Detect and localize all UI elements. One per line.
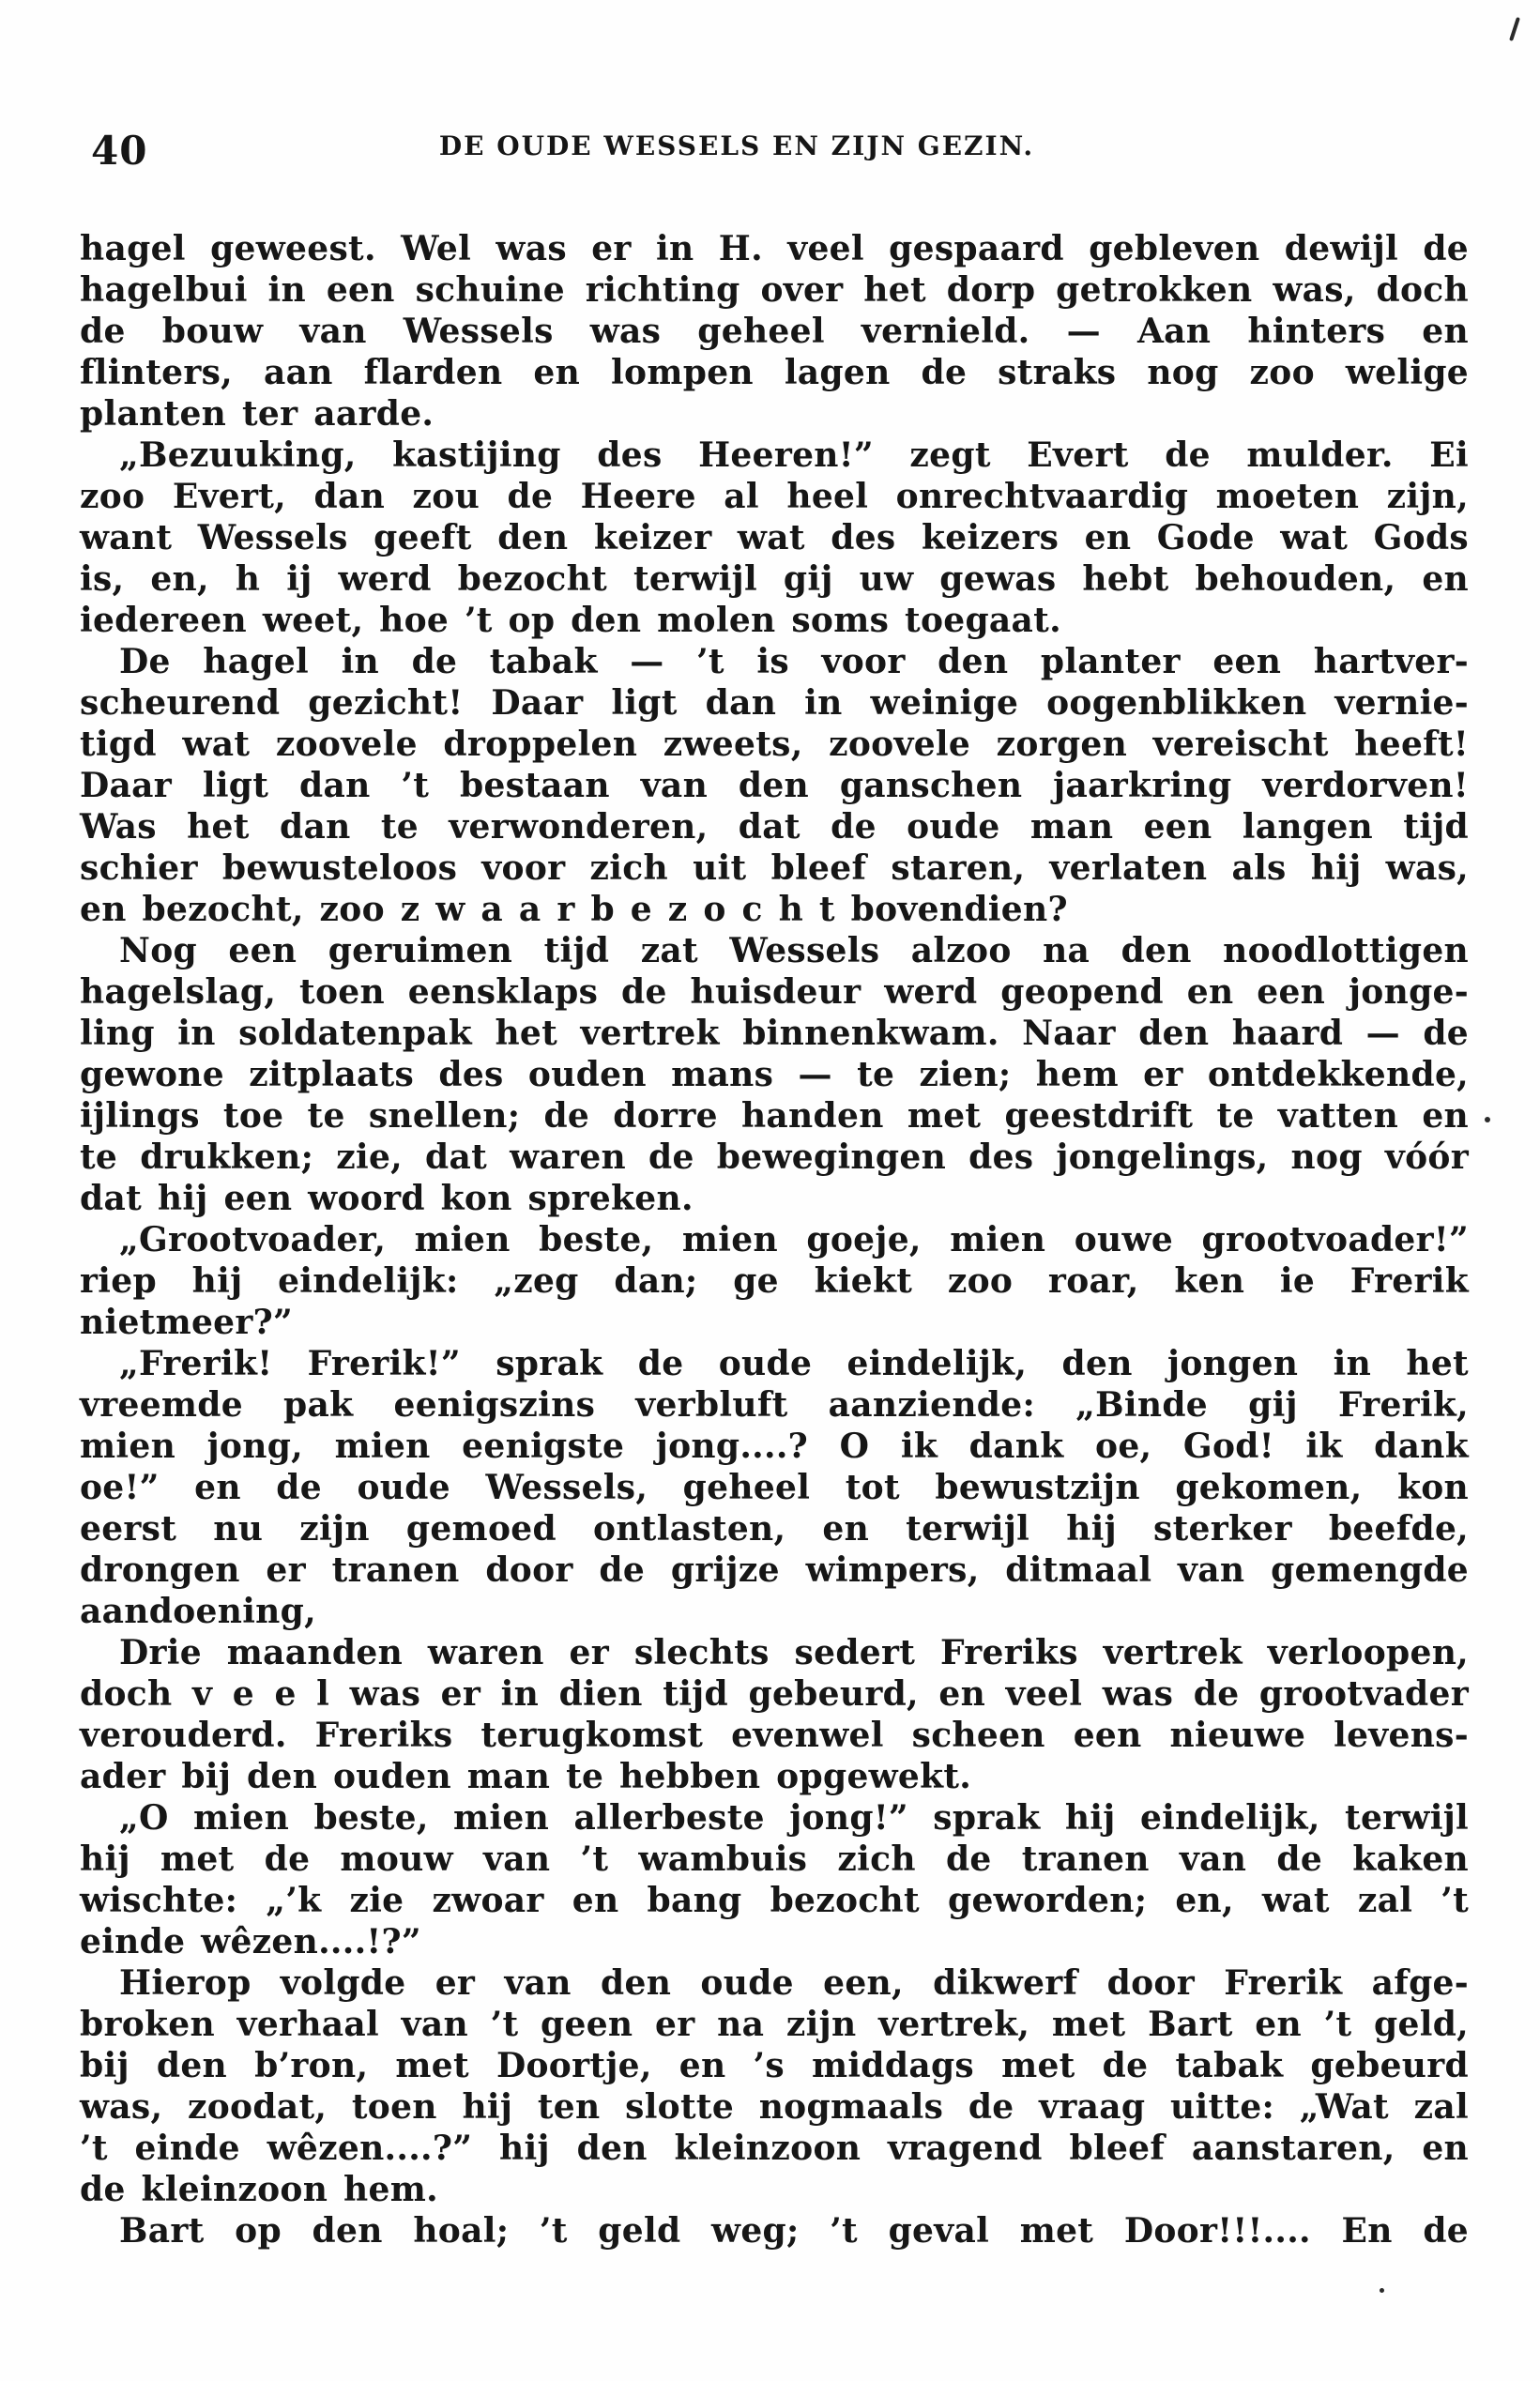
text-line: hagel geweest. Wel was er in H. veel gespaard gebleven dewijl de: [80, 229, 1469, 268]
text-line: einde wêzen....!?”: [80, 1922, 421, 1961]
text-line: broken verhaal van ’t geen er na zijn vertrek, met Bart en ’t geld,: [80, 2005, 1469, 2044]
text-line: Was het dan te verwonderen, dat de oude man een langen tijd: [80, 807, 1469, 847]
text-line: gewone zitplaats des ouden mans — te zien; hem er ontdekkende,: [80, 1055, 1469, 1094]
text-line: tigd wat zoovele droppelen zweets, zoovele zorgen vereischt heeft!: [80, 725, 1469, 764]
text-line: iedereen weet, hoe ’t op den molen soms toegaat.: [80, 601, 1061, 640]
running-title: DE OUDE WESSELS EN ZIJN GEZIN.: [438, 130, 1035, 161]
text-line: ader bij den ouden man te hebben opgewekt.: [80, 1757, 972, 1796]
text-line: Drie maanden waren er slechts sedert Freriks vertrek verloopen,: [119, 1633, 1469, 1672]
text-line: flinters, aan flarden en lompen lagen de straks nog zoo welige: [80, 353, 1469, 392]
text-line: „O mien beste, mien allerbeste jong!” sprak hij eindelijk, terwijl: [119, 1798, 1469, 1838]
text-line: riep hij eindelijk: „zeg dan; ge kiekt zoo roar, ken ie Frerik: [80, 1261, 1469, 1301]
text-line: dat hij een woord kon spreken.: [80, 1179, 694, 1218]
text-line: de kleinzoon hem.: [80, 2170, 438, 2209]
text-line: ling in soldatenpak het vertrek binnenkwam. Naar den haard — de: [80, 1014, 1469, 1053]
scan-speck: [1485, 1117, 1490, 1122]
paragraph: [80, 1343, 1469, 1632]
text-line: was, zoodat, toen hij ten slotte nogmaals de vraag uitte: „Wat zal: [80, 2087, 1469, 2127]
paragraph: [80, 1219, 1469, 1343]
scan-speck: [1380, 2288, 1384, 2293]
paragraph: [80, 1962, 1469, 2210]
text-line: schier bewusteloos voor zich uit bleef staren, verlaten als hij was,: [80, 848, 1469, 888]
text-line: „Grootvoader, mien beste, mien goeje, mien ouwe grootvoader!”: [119, 1220, 1469, 1259]
paragraph: [80, 1632, 1469, 1797]
text-line: ijlings toe te snellen; de dorre handen met geestdrift te vatten en: [80, 1096, 1469, 1136]
text-line: verouderd. Freriks terugkomst evenwel scheen een nieuwe levens-: [80, 1716, 1469, 1755]
text-line: de bouw van Wessels was geheel vernield. — Aan hinters en: [80, 312, 1469, 351]
paragraph: [80, 228, 1469, 435]
text-line: Bart op den hoal; ’t geld weg; ’t geval met Door!!!.... En de: [119, 2211, 1469, 2251]
text-line: doch v e e l was er in dien tijd gebeurd, en veel was de grootvader: [80, 1674, 1469, 1714]
text-line: oe!” en de oude Wessels, geheel tot bewustzijn gekomen, kon: [80, 1468, 1469, 1507]
text-line: drongen er tranen door de grijze wimpers, ditmaal van gemengde: [80, 1550, 1469, 1590]
text-line: zoo Evert, dan zou de Heere al heel onrechtvaardig moeten zijn,: [80, 477, 1469, 516]
text-line: te drukken; zie, dat waren de bewegingen des jongelings, nog vóór: [80, 1137, 1469, 1177]
text-line: is, en, h ij werd bezocht terwijl gij uw gewas hebt behouden, en: [80, 559, 1469, 599]
page-body: [80, 228, 1469, 2251]
paragraph: [80, 435, 1469, 641]
paragraph: [80, 641, 1469, 930]
text-line: en bezocht, zoo z w a a r b e z o c h t bovendien?: [80, 890, 1068, 929]
text-line: hij met de mouw van ’t wambuis zich de tranen van de kaken: [80, 1839, 1469, 1879]
paragraph: [80, 2210, 1469, 2251]
text-line: hagelbui in een schuine richting over het dorp getrokken was, doch: [80, 270, 1469, 310]
paragraph: [80, 930, 1469, 1219]
text-line: wischte: „’k zie zwoar en bang bezocht geworden; en, wat zal ’t: [80, 1881, 1469, 1920]
text-line: De hagel in de tabak — ’t is voor den planter een hartver-: [119, 642, 1469, 681]
text-line: mien jong, mien eenigste jong....? O ik dank oe, God! ik dank: [80, 1427, 1469, 1466]
text-line: eerst nu zijn gemoed ontlasten, en terwijl hij sterker beefde,: [80, 1509, 1469, 1549]
text-line: „Frerik! Frerik!” sprak de oude eindelijk, den jongen in het: [119, 1344, 1469, 1383]
text-line: aandoening,: [80, 1592, 316, 1631]
text-line: planten ter aarde.: [80, 394, 435, 434]
text-line: Nog een geruimen tijd zat Wessels alzoo na den noodlottigen: [119, 931, 1469, 970]
scan-speck: [1509, 17, 1520, 41]
text-line: vreemde pak eenigszins verbluft aanziende: „Binde gij Frerik,: [80, 1385, 1469, 1425]
text-line: scheurend gezicht! Daar ligt dan in weinige oogenblikken vernie-: [80, 683, 1469, 723]
text-line: want Wessels geeft den keizer wat des keizers en Gode wat Gods: [80, 518, 1469, 557]
text-line: ’t einde wêzen....?” hij den kleinzoon vragend bleef aanstaren, en: [80, 2129, 1469, 2168]
page-header: [80, 120, 1469, 173]
page-number: 40: [91, 128, 148, 174]
paragraph: [80, 1797, 1469, 1962]
text-line: „Bezuuking, kastijing des Heeren!” zegt Evert de mulder. Ei: [119, 435, 1469, 475]
text-line: hagelslag, toen eensklaps de huisdeur werd geopend en een jonge-: [80, 972, 1469, 1012]
text-line: bij den b’ron, met Doortje, en ’s middags met de tabak gebeurd: [80, 2046, 1469, 2085]
text-line: Hierop volgde er van den oude een, dikwerf door Frerik afge-: [119, 1963, 1469, 2003]
text-line: Daar ligt dan ’t bestaan van den ganschen jaarkring verdorven!: [80, 766, 1469, 805]
text-line: nietmeer?”: [80, 1303, 294, 1342]
